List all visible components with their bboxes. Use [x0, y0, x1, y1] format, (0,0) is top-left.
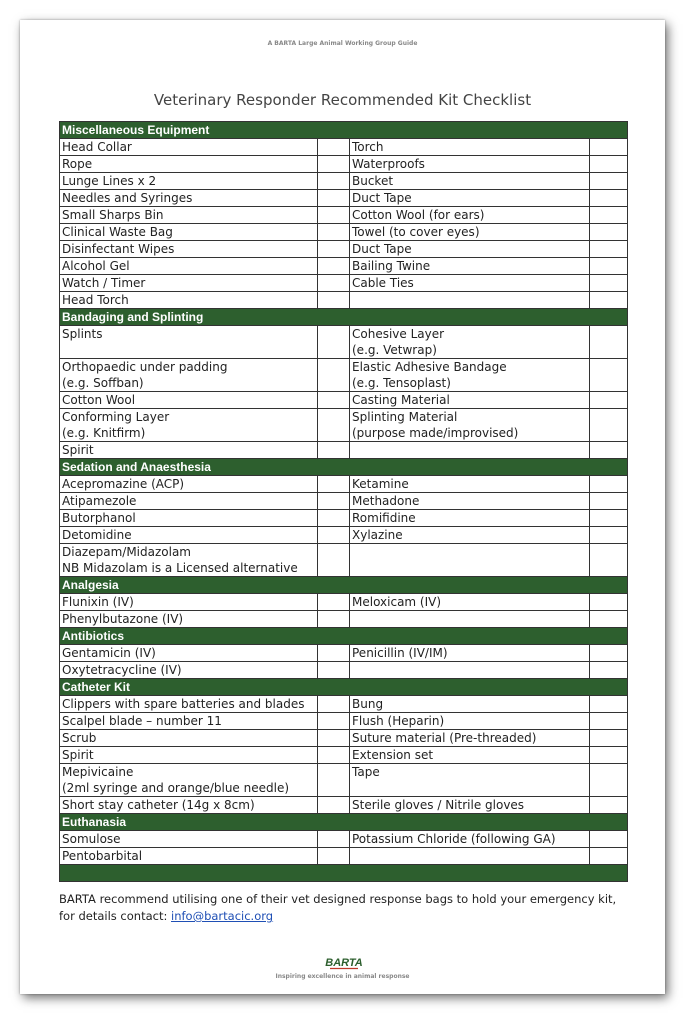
table-row [60, 730, 628, 747]
kit-item: Romifidine [350, 510, 590, 527]
table-row [60, 241, 628, 258]
checkbox-cell[interactable] [318, 611, 350, 628]
checkbox-cell[interactable] [318, 224, 350, 241]
kit-item [350, 442, 590, 459]
kit-item-line: Diazepam/Midazolam [62, 545, 191, 559]
section-header-bandaging-and-splinting [60, 309, 628, 326]
checkbox-cell[interactable] [590, 544, 628, 577]
kit-item [350, 326, 590, 359]
kit-item: Bucket [350, 173, 590, 190]
section-title: Catheter Kit [60, 679, 628, 696]
kit-item: Duct Tape [350, 241, 590, 258]
checkbox-cell[interactable] [590, 730, 628, 747]
table-row [60, 527, 628, 544]
kit-item-line: (e.g. Knitfirm) [62, 426, 146, 440]
table-row [60, 359, 628, 392]
checkbox-cell[interactable] [590, 696, 628, 713]
checkbox-cell[interactable] [590, 476, 628, 493]
kit-item: Spirit [60, 442, 318, 459]
section-title: Miscellaneous Equipment [60, 122, 628, 139]
checkbox-cell[interactable] [318, 713, 350, 730]
kit-item-line: Conforming Layer [62, 410, 170, 424]
checkbox-cell[interactable] [318, 662, 350, 679]
checkbox-cell[interactable] [318, 275, 350, 292]
checkbox-cell[interactable] [590, 139, 628, 156]
kit-item: Needles and Syringes [60, 190, 318, 207]
checkbox-cell[interactable] [590, 527, 628, 544]
contact-email-link[interactable]: info@bartacic.org [171, 909, 274, 923]
kit-item [350, 292, 590, 309]
kit-item: Oxytetracycline (IV) [60, 662, 318, 679]
table-row [60, 409, 628, 442]
checkbox-cell[interactable] [318, 544, 350, 577]
table-row [60, 326, 628, 359]
table-row [60, 662, 628, 679]
checkbox-cell[interactable] [590, 831, 628, 848]
checkbox-cell[interactable] [590, 442, 628, 459]
checkbox-cell[interactable] [318, 594, 350, 611]
section-title: Bandaging and Splinting [60, 309, 628, 326]
kit-item [60, 409, 318, 442]
table-row [60, 510, 628, 527]
kit-item [350, 662, 590, 679]
table-row [60, 156, 628, 173]
checkbox-cell[interactable] [318, 392, 350, 409]
kit-item: Short stay catheter (14g x 8cm) [60, 797, 318, 814]
footer-band-cell [60, 865, 628, 882]
kit-item [60, 544, 318, 577]
checkbox-cell[interactable] [318, 527, 350, 544]
checkbox-cell[interactable] [318, 173, 350, 190]
checkbox-cell[interactable] [318, 326, 350, 359]
table-row [60, 493, 628, 510]
section-header-sedation-and-anaesthesia [60, 459, 628, 476]
kit-item: Waterproofs [350, 156, 590, 173]
kit-item: Towel (to cover eyes) [350, 224, 590, 241]
checkbox-cell[interactable] [318, 797, 350, 814]
section-header-catheter-kit [60, 679, 628, 696]
checkbox-cell[interactable] [590, 594, 628, 611]
checkbox-cell[interactable] [590, 848, 628, 865]
footer-note-text: BARTA recommend utilising one of their vet designed response bags to hold your emergency kit, for details contact: [59, 892, 617, 923]
checkbox-cell[interactable] [318, 139, 350, 156]
kit-item-line: (2ml syringe and orange/blue needle) [62, 781, 290, 795]
kit-item: Extension set [350, 747, 590, 764]
kit-item: Potassium Chloride (following GA) [350, 831, 590, 848]
barta-logo [324, 954, 364, 972]
kit-item: Cable Ties [350, 275, 590, 292]
kit-item: Scalpel blade – number 11 [60, 713, 318, 730]
checkbox-cell[interactable] [590, 662, 628, 679]
checkbox-cell[interactable] [590, 258, 628, 275]
tagline: Inspiring excellence in animal response [275, 973, 410, 980]
checkbox-cell[interactable] [318, 207, 350, 224]
checkbox-cell[interactable] [590, 493, 628, 510]
barta-logo-mark [324, 954, 364, 972]
kit-item: Head Torch [60, 292, 318, 309]
kit-item: Disinfectant Wipes [60, 241, 318, 258]
kit-item-line: (e.g. Soffban) [62, 376, 144, 390]
kit-item: Cotton Wool (for ears) [350, 207, 590, 224]
table-row [60, 594, 628, 611]
footer-note [59, 891, 629, 925]
checkbox-cell[interactable] [318, 442, 350, 459]
kit-item [60, 326, 318, 359]
page-title: Veterinary Responder Recommended Kit Checklist [153, 91, 532, 109]
kit-item-line: (e.g. Vetwrap) [352, 343, 437, 357]
section-header-euthanasia [60, 814, 628, 831]
table-row [60, 224, 628, 241]
kit-item: Spirit [60, 747, 318, 764]
kit-item: Lunge Lines x 2 [60, 173, 318, 190]
kit-item: Detomidine [60, 527, 318, 544]
kit-item [60, 359, 318, 392]
checkbox-cell[interactable] [318, 359, 350, 392]
checkbox-cell[interactable] [318, 696, 350, 713]
kit-item: Atipamezole [60, 493, 318, 510]
section-title: Euthanasia [60, 814, 628, 831]
checkbox-cell[interactable] [318, 510, 350, 527]
kit-item-line: Elastic Adhesive Bandage [352, 360, 507, 374]
kit-item: Ketamine [350, 476, 590, 493]
kit-item-line: NB Midazolam is a Licensed alternative [62, 561, 298, 575]
table-row [60, 476, 628, 493]
checkbox-cell[interactable] [318, 764, 350, 797]
table-row [60, 173, 628, 190]
kit-item-line: Orthopaedic under padding [62, 360, 228, 374]
document-page [20, 20, 665, 994]
checkbox-cell[interactable] [590, 173, 628, 190]
section-header-analgesia [60, 577, 628, 594]
section-header-miscellaneous-equipment [60, 122, 628, 139]
kit-item: Cotton Wool [60, 392, 318, 409]
kit-item [60, 764, 318, 797]
kit-item: Suture material (Pre-threaded) [350, 730, 590, 747]
checkbox-cell[interactable] [318, 476, 350, 493]
header-note: A BARTA Large Animal Working Group Guide [267, 40, 418, 47]
table-row [60, 611, 628, 628]
kit-item: Clinical Waste Bag [60, 224, 318, 241]
kit-item: Bung [350, 696, 590, 713]
checkbox-cell[interactable] [590, 611, 628, 628]
kit-item: Sterile gloves / Nitrile gloves [350, 797, 590, 814]
kit-item: Somulose [60, 831, 318, 848]
kit-item: Acepromazine (ACP) [60, 476, 318, 493]
kit-item-line: (e.g. Tensoplast) [352, 376, 451, 390]
checkbox-cell[interactable] [318, 241, 350, 258]
kit-item: Methadone [350, 493, 590, 510]
checkbox-cell[interactable] [318, 848, 350, 865]
kit-item: Pentobarbital [60, 848, 318, 865]
checkbox-cell[interactable] [318, 493, 350, 510]
checkbox-cell[interactable] [590, 326, 628, 359]
checkbox-cell[interactable] [590, 645, 628, 662]
table-row [60, 848, 628, 865]
kit-item: Clippers with spare batteries and blades [60, 696, 318, 713]
kit-item [350, 409, 590, 442]
checkbox-cell[interactable] [590, 359, 628, 392]
checkbox-cell[interactable] [590, 510, 628, 527]
checkbox-cell[interactable] [318, 747, 350, 764]
kit-item-line: Cohesive Layer [352, 327, 445, 341]
kit-item: Head Collar [60, 139, 318, 156]
kit-item: Penicillin (IV/IM) [350, 645, 590, 662]
kit-item-line: (purpose made/improvised) [352, 426, 519, 440]
kit-item: Butorphanol [60, 510, 318, 527]
checkbox-cell[interactable] [318, 190, 350, 207]
table-row [60, 190, 628, 207]
checkbox-cell[interactable] [590, 764, 628, 797]
kit-item: Torch [350, 139, 590, 156]
checkbox-cell[interactable] [318, 258, 350, 275]
table-row [60, 544, 628, 577]
kit-item: Bailing Twine [350, 258, 590, 275]
kit-item [350, 544, 590, 577]
kit-item-line: Splinting Material [352, 410, 458, 424]
table-row [60, 207, 628, 224]
checkbox-cell[interactable] [318, 645, 350, 662]
checkbox-cell[interactable] [590, 797, 628, 814]
table-row [60, 139, 628, 156]
checkbox-cell[interactable] [590, 392, 628, 409]
kit-item: Phenylbutazone (IV) [60, 611, 318, 628]
table-row [60, 442, 628, 459]
checkbox-cell[interactable] [318, 409, 350, 442]
kit-item: Casting Material [350, 392, 590, 409]
table-row [60, 275, 628, 292]
kit-item [350, 848, 590, 865]
svg-text:BARTA: BARTA [325, 957, 363, 969]
checkbox-cell[interactable] [318, 831, 350, 848]
table-footer-band [60, 865, 628, 882]
kit-item: Gentamicin (IV) [60, 645, 318, 662]
kit-item [350, 764, 590, 797]
kit-item-line: Splints [62, 327, 103, 341]
kit-item: Meloxicam (IV) [350, 594, 590, 611]
checkbox-cell[interactable] [318, 730, 350, 747]
kit-item [350, 359, 590, 392]
checkbox-cell[interactable] [590, 207, 628, 224]
checkbox-cell[interactable] [590, 409, 628, 442]
kit-item: Flunixin (IV) [60, 594, 318, 611]
kit-item-line: Mepivicaine [62, 765, 134, 779]
checkbox-cell[interactable] [590, 275, 628, 292]
section-header-antibiotics [60, 628, 628, 645]
kit-item [350, 611, 590, 628]
table-row [60, 831, 628, 848]
checkbox-cell[interactable] [318, 292, 350, 309]
kit-item: Scrub [60, 730, 318, 747]
table-row [60, 392, 628, 409]
kit-item: Watch / Timer [60, 275, 318, 292]
table-row [60, 645, 628, 662]
checkbox-cell[interactable] [590, 713, 628, 730]
kit-item: Alcohol Gel [60, 258, 318, 275]
section-title: Antibiotics [60, 628, 628, 645]
section-title: Analgesia [60, 577, 628, 594]
checkbox-cell[interactable] [590, 292, 628, 309]
table-row [60, 764, 628, 797]
table-row [60, 713, 628, 730]
table-row [60, 797, 628, 814]
table-row [60, 696, 628, 713]
kit-item-line: Tape [352, 765, 380, 779]
kit-item: Duct Tape [350, 190, 590, 207]
checkbox-cell[interactable] [590, 241, 628, 258]
checkbox-cell[interactable] [590, 747, 628, 764]
section-title: Sedation and Anaesthesia [60, 459, 628, 476]
checkbox-cell[interactable] [318, 156, 350, 173]
checkbox-cell[interactable] [590, 190, 628, 207]
table-row [60, 258, 628, 275]
kit-item: Rope [60, 156, 318, 173]
table-row [60, 747, 628, 764]
table-row [60, 292, 628, 309]
kit-item: Small Sharps Bin [60, 207, 318, 224]
kit-item: Xylazine [350, 527, 590, 544]
kit-checklist-table [59, 121, 628, 882]
checkbox-cell[interactable] [590, 224, 628, 241]
checkbox-cell[interactable] [590, 156, 628, 173]
kit-item: Flush (Heparin) [350, 713, 590, 730]
